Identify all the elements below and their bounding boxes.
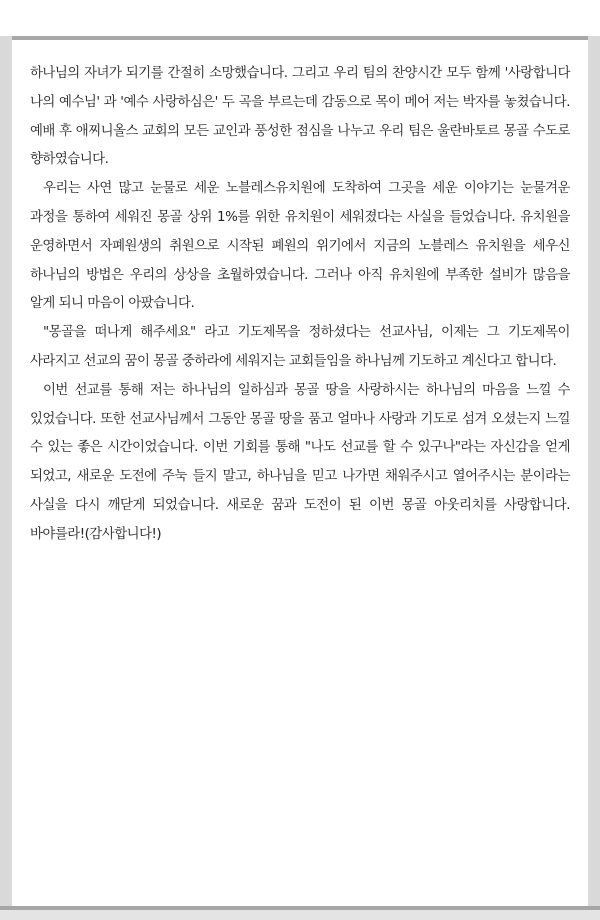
paragraph-1: 하나님의 자녀가 되기를 간절히 소망했습니다. 그리고 우리 팀의 찬양시간 모두 함께 '사랑합니다 나의 예수님' 과 '예수 사랑하심은' 두 곡을 부르는데 감동으로 목이 메어 저는 박자를 놓쳤습니다. 예배 후 애찌니올스 교회의 모든 교인과 풍성한 점심을 나누고 우리 팀은 울란바토르 몽골 수도로 향하였습니다. (30, 66, 570, 168)
paragraph-4: 이번 선교를 통해 저는 하나님의 일하심과 몽골 땅을 사랑하시는 하나님의 마음을 느낄 수 있었습니다. 또한 선교사님께서 그동안 몽골 땅을 품고 얼마나 사랑과 기도로 섬겨 오셨는지 느낄 수 있는 좋은 시간이었습니다. 이번 기회를 통해 "나도 선교를 할 수 있구나"라는 자신감을 얻게 되었고, 새로운 도전에 주눅 들지 말고, 하나님을 믿고 나가면 채워주시고 열어주시는 분이라는 사실을 다시 깨닫게 되었습니다. 새로운 꿈과 도전이 된 이번 몽골 아웃리치를 사랑합니다. 바야를라!(감사합니다!) (30, 382, 570, 542)
bottom-border (0, 906, 600, 920)
article-body (30, 60, 570, 550)
article-page (12, 36, 588, 906)
top-margin (0, 0, 600, 36)
paragraph-3: "몽골을 떠나게 해주세요" 라고 기도제목을 정하셨다는 선교사님, 이제는 그 기도제목이 사라지고 선교의 꿈이 몽골 중하라에 세워지는 교회들임을 하나님께 기도하고 계신다고 합니다. (30, 325, 570, 369)
paragraph-2: 우리는 사연 많고 눈물로 세운 노블레스유치원에 도착하여 그곳을 세운 이야기는 눈물겨운 과정을 통하여 세워진 몽골 상위 1%를 위한 유치원이 세워졌다는 사실을 들었습니다. 유치원을 운영하면서 자폐원생의 취원으로 시작된 폐원의 위기에서 지금의 노블레스 유치원을 세우신 하나님의 방법은 우리의 상상을 초월하였습니다. 그러나 아직 유치원에 부족한 설비가 많음을 알게 되니 마음이 아팠습니다. (30, 181, 570, 312)
